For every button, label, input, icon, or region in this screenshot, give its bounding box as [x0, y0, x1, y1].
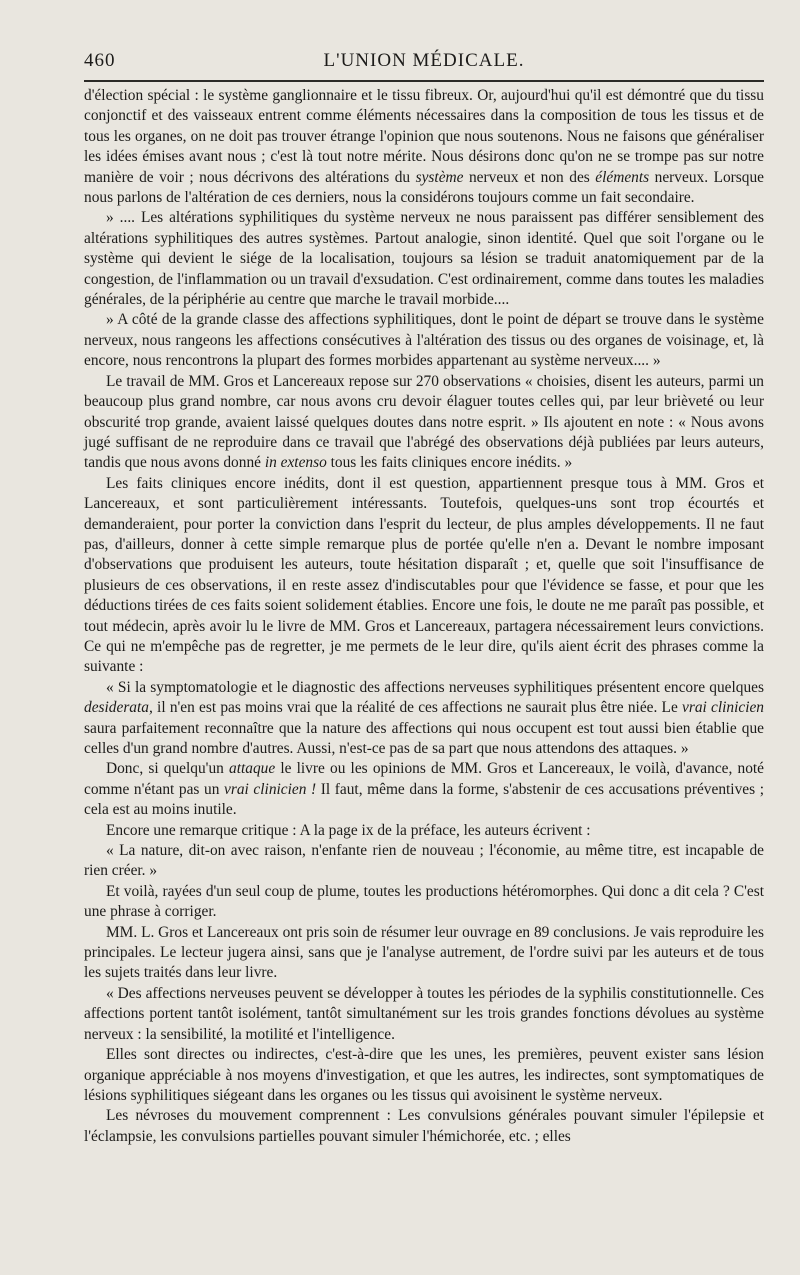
text-run: « Des affections nerveuses peuvent se développer à toutes les périodes de la syphilis constitutionnelle. Ces affections portent tantôt isolément, tantôt simultanément sur les trois grandes fonctions dévolues au système nerveux : la sensibilité, la motilité et l'intelligence. [84, 984, 764, 1043]
paragraph-p12 [84, 984, 764, 1045]
text-run: Encore une remarque critique : A la page ix de la préface, les auteurs écrivent : [106, 821, 591, 839]
paragraph-p10 [84, 882, 764, 923]
italic-text: desiderata, [84, 699, 153, 717]
text-run: » .... Les altérations syphilitiques du système nerveux ne nous paraissent pas différer sensiblement des altérations syphilitiques des autres systèmes. Partout analogie, sinon identité. Quel que soit l'organe ou le système qui devient le siége de la localisation, toujours sa lésion se traduit anatomiquement par de la congestion, de l'inflammation ou un travail d'exsudation. C'est ordinairement, comme dans toutes les maladies générales, de la périphérie au centre que marche le travail morbide.... [84, 209, 764, 309]
paragraph-p2 [84, 208, 764, 310]
page-header [84, 46, 764, 76]
text-run: Donc, si quelqu'un [106, 760, 230, 778]
running-title: L'UNION MÉDICALE. [323, 50, 525, 71]
italic-text: vrai clinicien [682, 699, 764, 717]
italic-text: vrai clinicien ! [224, 780, 317, 798]
text-run: saura parfaitement reconnaître que la nature des affections qui nous occupent est tout aussi bien établie que celles d'un grand nombre d'autres. Aussi, n'est-ce pas de sa part que nous attendons des attaques. » [84, 719, 764, 757]
text-run: nerveux. Lorsque nous parlons de l'altération de ces derniers, nous la considérons toujours comme un fait secondaire. [84, 168, 764, 207]
paragraph-p11 [84, 923, 764, 984]
text-run: Les névroses du mouvement comprennent : Les convulsions générales pouvant simuler l'épilepsie et l'éclampsie, les convulsions partielles pouvant simuler l'hémichorée, etc. ; elles [84, 1107, 764, 1145]
italic-text: in extenso [264, 454, 327, 472]
paragraph-p5 [84, 474, 764, 678]
text-run: Elles sont directes ou indirectes, c'est-à-dire que les unes, les premières, peuvent exister sans lésion organique appréciable à nos moyens d'investigation, et que les autres, les indirectes, sont symptomatiques de lésions syphilitiques siégeant dans les organes ou les tissus qui avoisinent le système nerveux. [84, 1046, 764, 1104]
text-run: « Si la symptomatologie et le diagnostic des affections nerveuses syphilitiques présentent encore quelques [106, 678, 764, 696]
italic-text: éléments [595, 168, 650, 186]
italic-text: attaque [229, 760, 276, 778]
text-run: il n'en est pas moins vrai que la réalité de ces affections ne saurait plus être niée. Le [152, 699, 682, 717]
text-run: « La nature, dit-on avec raison, n'enfante rien de nouveau ; l'économie, au même titre, est incapable de rien créer. » [84, 842, 764, 880]
header-rule [84, 80, 764, 82]
text-run: Les faits cliniques encore inédits, dont il est question, appartiennent presque tous à MM. Gros et Lancereaux, et sont particulièrement intéressants. Toutefois, quelques-uns sont trop écourtés et demanderaient, pour porter la conviction dans l'esprit du lecteur, de plus amples développements. Il ne faut pas, d'ailleurs, donner à cette simple remarque plus de portée qu'elle n'en a. Devant le nombre imposant d'observations que produisent les auteurs, toute hésitation disparaît ; et, quelle que soit l'insuffisance de plusieurs de ces observations, il en reste assez d'indiscutables pour que l'évidence se fasse, et pour que les déductions tirées de ces faits soient solidement établies. Encore une fois, le doute ne me paraît pas possible, et tout médecin, après avoir lu le livre de MM. Gros et Lancereaux, partagera nécessairement leurs convictions. Ce qui ne m'empêche pas de regretter, je me permets de le leur dire, qu'ils aient écrit des phrases comme la suivante : [84, 474, 764, 676]
text-run: le livre ou les opinions de MM. Gros et Lancereaux, le voilà, d'avance, noté comme n'étant pas un [84, 760, 764, 798]
text-run: » A côté de la grande classe des affections syphilitiques, dont le point de départ se trouve dans le système nerveux, nous rangeons les affections consécutives à l'altération des tissus ou des organes de voisinage, et, là encore, nous rencontrons la plupart des formes morbides appartenant au système nerveux.... » [84, 311, 764, 370]
paragraph-p7 [84, 759, 764, 820]
page-number: 460 [84, 50, 116, 71]
paragraph-p8 [84, 821, 764, 841]
text-run: MM. L. Gros et Lancereaux ont pris soin de résumer leur ouvrage en 89 conclusions. Je vais reproduire les principales. Le lecteur jugera ainsi, sans que je l'analyse autrement, de l'ordre suivi par les auteurs et de tous les sujets traités dans leur livre. [84, 923, 764, 982]
text-run: Le travail de MM. Gros et Lancereaux repose sur 270 observations « choisies, disent les auteurs, parmi un beaucoup plus grand nombre, car nous avons cru devoir élaguer toutes celles qui, par leur brièveté ou leur obscurité trop grande, avaient laissé quelques doutes dans notre esprit. » Ils ajoutent en note : « Nous avons jugé suffisant de ne reproduire dans ce travail que l'abrégé des observations déjà publiées par leurs auteurs, tandis que nous avons donné [84, 372, 764, 472]
italic-text: système [415, 168, 464, 186]
paragraph-p1 [84, 86, 764, 208]
paragraph-p4 [84, 372, 764, 474]
text-run: nerveux et non des [463, 168, 596, 186]
text-run: Et voilà, rayées d'un seul coup de plume, toutes les productions hétéromorphes. Qui donc a dit cela ? C'est une phrase à corriger. [84, 882, 764, 921]
paragraph-p14 [84, 1106, 764, 1147]
text-run: Il faut, même dans la forme, s'abstenir de ces accusations préventives ; cela est au moins inutile. [84, 780, 764, 819]
text-run: d'élection spécial : le système ganglionnaire et le tissu fibreux. Or, aujourd'hui qu'il est démontré que du tissu conjonctif et des vaisseaux entrent comme éléments nécessaires dans la composition de tous les tissus et de tous les organes, on ne doit pas trouver étrange l'opinion que nous soutenons. Nous ne faisons que généraliser les idées émises avant nous ; c'est là tout notre mérite. Nous désirons donc qu'on ne se trompe pas sur notre manière de voir ; nous décrivons des altérations du [84, 87, 764, 186]
paragraph-p3 [84, 310, 764, 371]
paragraph-p6 [84, 678, 764, 760]
text-run: tous les faits cliniques encore inédits. » [326, 454, 573, 472]
paragraph-p9 [84, 841, 764, 882]
article-body [84, 86, 764, 1147]
paragraph-p13 [84, 1045, 764, 1106]
